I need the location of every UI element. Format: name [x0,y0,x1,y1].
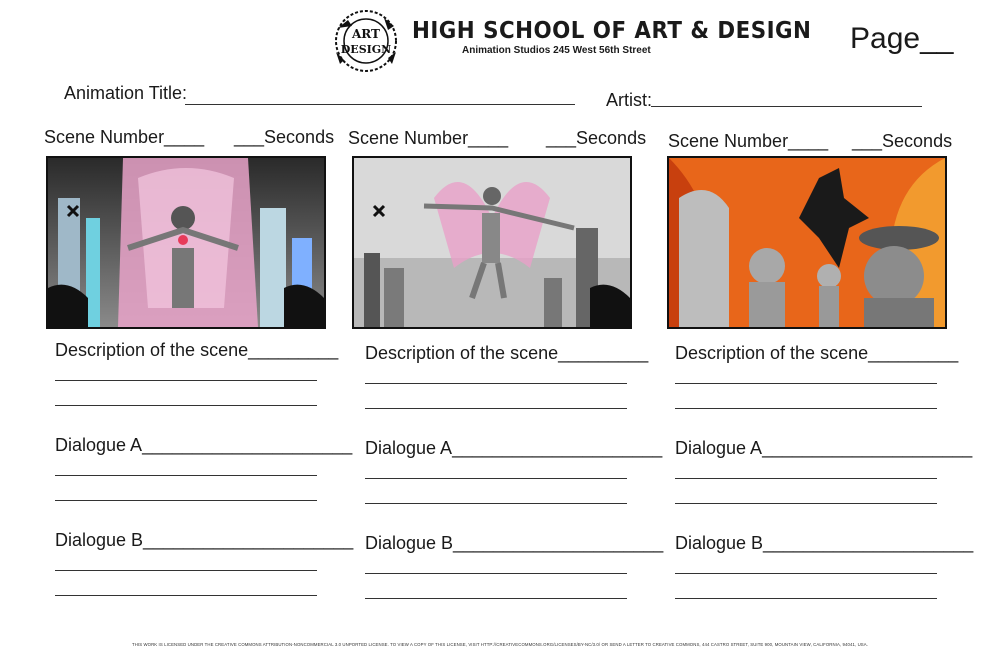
animation-title-label: Animation Title: [64,83,188,103]
dialogue-b-line[interactable] [365,598,627,599]
dialogue-b-label: Dialogue B_____________________ [675,533,974,553]
scene-number-label: Scene Number____ [348,128,509,148]
animation-title-field[interactable] [185,104,575,105]
seconds-label: ___Seconds [546,128,647,148]
dialogue-b-line[interactable] [675,598,937,599]
dialogue-a-label: Dialogue A_____________________ [55,435,353,455]
storyboard-panel-2 [352,156,632,329]
description-line[interactable] [55,405,317,406]
description-line[interactable] [675,408,937,409]
seconds-label: ___Seconds [852,131,953,151]
description-label: Description of the scene_________ [55,340,339,360]
dialogue-b-line[interactable] [365,573,627,574]
storyboard-panel-1 [46,156,326,329]
storyboard-panel-3 [667,156,947,329]
dialogue-b-line[interactable] [55,570,317,571]
svg-text:ART: ART [351,27,381,41]
dialogue-b-line[interactable] [55,595,317,596]
dialogue-a-line[interactable] [365,503,627,504]
dialogue-a-line[interactable] [55,500,317,501]
artist-label: Artist: [606,90,653,110]
license-footer: THIS WORK IS LICENSED UNDER THE CREATIVE COMMONS ATTRIBUTION-NONCOMMERCIAL 3.0 UNPORTED LICENSE. TO VIEW A COPY OF THIS LICENSE, VISIT HTTP://CREATIVECOMMONS.ORG/LICENSES/BY-NC/3.0/ OR SEND A LETTER TO CREATIVE COMMONS, 444 CASTRO STREET, SUITE 900, MOUNTAIN VIEW, CALIFORNIA, 94041, USA. [131,642,868,647]
description-label: Description of the scene_________ [365,343,649,363]
dialogue-a-label: Dialogue A_____________________ [675,438,973,458]
dialogue-a-line[interactable] [365,478,627,479]
dialogue-a-line[interactable] [675,478,937,479]
description-line[interactable] [55,380,317,381]
dialogue-a-line[interactable] [55,475,317,476]
dialogue-a-line[interactable] [675,503,937,504]
seconds-label: ___Seconds [234,127,335,147]
description-label: Description of the scene_________ [675,343,959,363]
scene-number-label: Scene Number____ [668,131,829,151]
dialogue-b-label: Dialogue B_____________________ [55,530,354,550]
description-line[interactable] [675,383,937,384]
school-name: HIGH SCHOOL OF ART & DESIGN [412,18,812,44]
dialogue-a-label: Dialogue A_____________________ [365,438,663,458]
dialogue-b-line[interactable] [675,573,937,574]
svg-text:DESIGN: DESIGN [340,43,392,56]
description-line[interactable] [365,383,627,384]
page-number-label: Page__ [850,22,954,55]
school-logo [330,8,402,74]
dialogue-b-label: Dialogue B_____________________ [365,533,664,553]
school-subtitle: Animation Studios 245 West 56th Street [462,45,651,56]
artist-field[interactable] [651,106,922,107]
description-line[interactable] [365,408,627,409]
scene-number-label: Scene Number____ [44,127,205,147]
